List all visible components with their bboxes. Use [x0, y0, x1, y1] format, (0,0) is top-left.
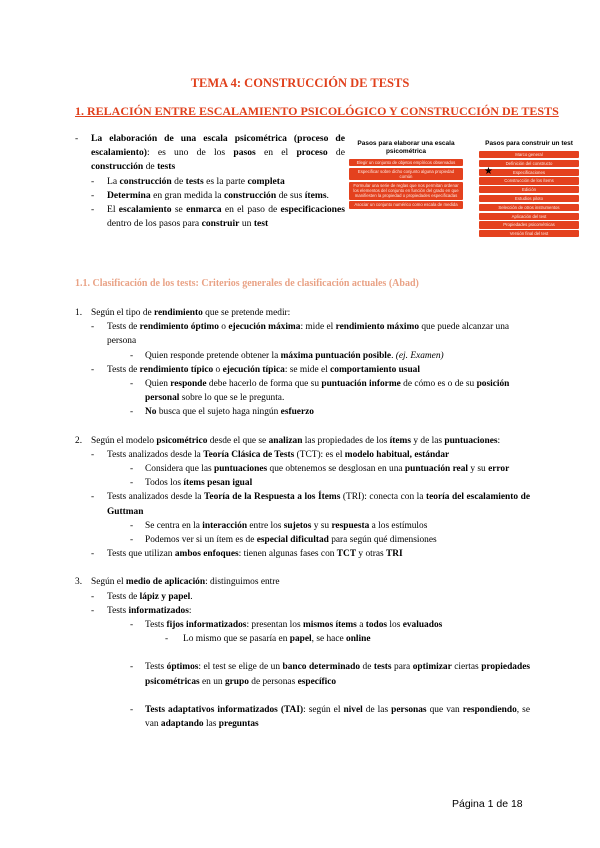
list-subsubitem: - Tests fijos informatizados: presentan los mismos ítems a todos los evaluados	[130, 620, 443, 631]
diagram-test	[479, 140, 579, 239]
diagram-test-step: Propiedades psicométricas	[479, 221, 579, 228]
diagram-test-step: Aplicación del test	[479, 213, 579, 220]
list-subsubitem: - Todos los ítems pesan igual	[130, 478, 253, 489]
list-subitem: - Tests que utilizan ambos enfoques: tienen algunas fases con TCT y otras TRI	[91, 549, 403, 560]
diagram-escala	[349, 140, 463, 210]
section-heading-1: 1. RELACIÓN ENTRE ESCALAMIENTO PSICOLÓGICO Y CONSTRUCCIÓN DE TESTS	[75, 104, 559, 118]
diagram-test-step: Definición del constructo	[479, 160, 579, 167]
diagram-test-step: Especificaciones	[479, 169, 579, 176]
diagram-escala-step: Formular una serie de reglas que nos permitan ordenar los elementos del conjunto en función del grado en que manifiesten la propiedad o propiedades especificadas	[349, 182, 463, 200]
star-icon: ★	[484, 166, 493, 177]
list-item: 1. Según el tipo de rendimiento que se pretende medir:	[75, 308, 291, 318]
list-item: 2. Según el modelo psicométrico desde el que se analizan las propiedades de los ítems y de las puntuaciones:	[75, 435, 501, 446]
diagram-test-step: Edición	[479, 186, 579, 193]
intro-paragraph: - La elaboración de una escala psicométrica (proceso de escalamiento): es uno de los pasos en el proceso de construcción de tests - La construcción de tests es la parte completa - Determina en gran medida la construcción de sus ítems. - El escalamiento se enmarca en el paso de especificaciones dentro de los pasos para construir un test	[75, 132, 345, 231]
page-number: Página 1 de 18	[452, 798, 523, 810]
list-subsubitem: - Se centra en la interacción entre los sujetos y su respuesta a los estímulos	[130, 520, 428, 531]
diagram-escala-title: Pasos para elaborar una escala psicométrica	[357, 140, 455, 155]
diagram-test-step: Marco general	[479, 151, 579, 158]
list-subitem: - Tests de lápiz y papel.	[91, 591, 193, 602]
list-subsubitem: - No busca que el sujeto haga ningún esfuerzo	[130, 407, 314, 418]
list-subsubitem: - Podemos ver si un ítem es de especial dificultad para según qué dimensiones	[130, 535, 437, 546]
intro-subitem-3: - El escalamiento se enmarca en el paso de especificaciones dentro de los pasos para construir un test	[91, 204, 345, 230]
list-subsubitem: - Tests óptimos: el test se elige de un banco determinado de tests para optimizar ciertas propiedades psicométricas en un grupo de personas específico	[130, 662, 531, 687]
diagram-escala-step: Elegir un conjunto de objetos empíricos observados	[349, 159, 463, 166]
intro-subitem-1: - La construcción de tests es la parte completa	[91, 175, 285, 187]
diagram-test-step: Construcción de los ítems	[479, 177, 579, 184]
list-subsubitem: - Tests adaptativos informatizados (TAI): según el nivel de las personas que van respondiendo, se van adaptando las preguntas	[130, 704, 530, 730]
section-heading-1-1: 1.1. Clasificación de los tests: Criterios generales de clasificación actuales (Abad)	[75, 278, 419, 289]
intro-block	[75, 132, 345, 231]
list-subitem: - Tests de rendimiento óptimo o ejecución máxima: mide el rendimiento máximo que puede alcanzar una persona	[91, 322, 510, 347]
diagram-escala-step: Asociar un conjunto numérico como escala de medida	[349, 201, 463, 208]
list-subsubitem: - Quien responde pretende obtener la máxima puntuación posible. (ej. Examen)	[130, 350, 444, 361]
list-subitem: - Tests de rendimiento típico o ejecución típica: se mide el comportamiento usual	[91, 364, 420, 375]
list-subsubsubitem: - Lo mismo que se pasaría en papel, se hace online	[165, 634, 371, 645]
diagram-test-title: Pasos para construir un test	[485, 140, 573, 147]
list-subitem: - Tests informatizados:	[91, 605, 192, 616]
list-item: 3. Según el medio de aplicación: distinguimos entre	[75, 577, 280, 588]
list-subsubitem: - Considera que las puntuaciones que obtenemos se desglosan en una puntuación real y su error	[130, 464, 510, 475]
diagram-escala-step: Especificar sobre dicho conjunto alguna propiedad común	[349, 168, 463, 181]
diagram-test-step: Estudios piloto	[479, 195, 579, 202]
document-title: TEMA 4: CONSTRUCCIÓN DE TESTS	[190, 76, 410, 90]
diagram-test-step: Versión final del test	[479, 230, 579, 237]
list-subsubitem: - Quien responde debe hacerlo de forma que su puntuación informe de cómo es o de su posición personal sobre lo que se le pregunta.	[130, 379, 510, 404]
classification-list	[75, 306, 530, 731]
diagram-test-step: Selección de otros instrumentos	[479, 204, 579, 211]
list-subitem: - Tests analizados desde la Teoría Clásica de Tests (TCT): es el modelo habitual, estándar	[91, 449, 450, 460]
intro-subitem-2: - Determina en gran medida la construcción de sus ítems.	[91, 189, 329, 201]
list-subitem: - Tests analizados desde la Teoría de la Respuesta a los Ítems (TRI): conecta con la teoría del escalamiento de Guttman	[91, 492, 531, 517]
